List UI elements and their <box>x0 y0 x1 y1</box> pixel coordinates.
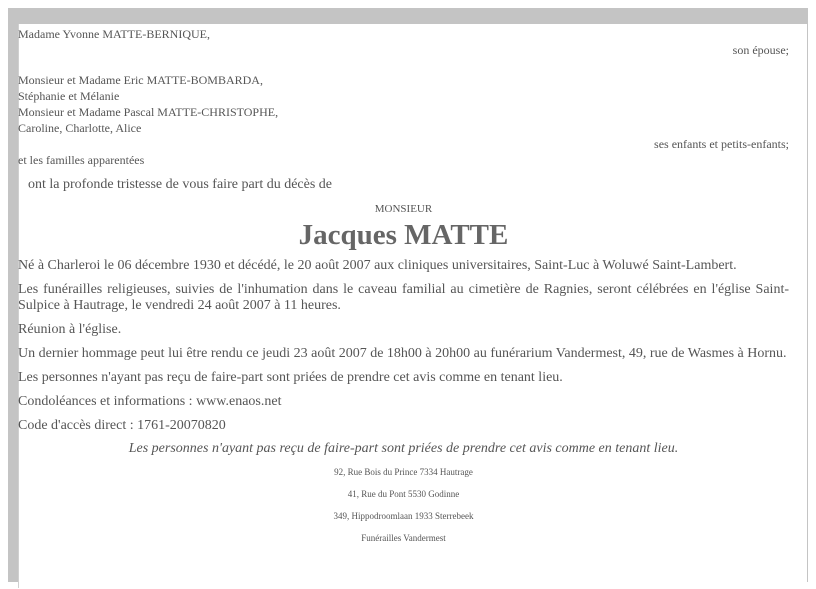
spacer <box>18 58 789 72</box>
spouse-role: son épouse; <box>732 43 789 57</box>
footer-address-3: 349, Hippodroomlaan 1933 Sterrebeek <box>333 511 474 521</box>
child1-name: Monsieur et Madame Eric MATTE-BOMBARDA, <box>18 73 263 87</box>
footer-address-1: 92, Rue Bois du Prince 7334 Hautrage <box>334 467 473 477</box>
funeral-paragraph: Les funérailles religieuses, suivies de l'inhumation dans le caveau familial au cimetière de Ragnies, seront célébrées en l'église Saint-Sulpice à Hautrage, le vendredi 24 août 2007 à 11 heures. <box>18 282 789 313</box>
notice-paragraph: Les personnes n'ayant pas reçu de faire-part sont priées de prendre cet avis comme en tenant lieu. <box>18 370 563 385</box>
child2-name: Monsieur et Madame Pascal MATTE-CHRISTOPHE, <box>18 105 279 119</box>
child1-kids: Stéphanie et Mélanie <box>18 89 120 103</box>
birth-paragraph: Né à Charleroi le 06 décembre 1930 et décédé, le 20 août 2007 aux cliniques universitaires, Saint-Luc à Woluwé Saint-Lambert. <box>18 258 737 273</box>
footer-funeral-home: Funérailles Vandermest <box>361 533 446 543</box>
families-line: et les familles apparentées <box>18 153 145 167</box>
obituary-content <box>18 26 789 544</box>
italic-notice: Les personnes n'ayant pas reçu de faire-part sont priées de prendre cet avis comme en tenant lieu. <box>128 441 679 456</box>
intro-line: ont la profonde tristesse de vous faire part du décès de <box>28 177 333 192</box>
title-monsieur: MONSIEUR <box>374 203 433 215</box>
children-role: ses enfants et petits-enfants; <box>654 137 789 151</box>
deceased-name: Jacques MATTE <box>298 219 509 251</box>
access-code-paragraph: Code d'accès direct : 1761-20070820 <box>18 418 226 433</box>
tribute-paragraph: Un dernier hommage peut lui être rendu ce jeudi 23 août 2007 de 18h00 à 20h00 au funérarium Vandermest, 49, rue de Wasmes à Hornu. <box>18 346 787 361</box>
spouse-name: Madame Yvonne MATTE-BERNIQUE, <box>18 27 210 41</box>
child2-kids: Caroline, Charlotte, Alice <box>18 121 142 135</box>
condolences-paragraph: Condoléances et informations : www.enaos.net <box>18 394 282 409</box>
footer-address-2: 41, Rue du Pont 5530 Godinne <box>347 489 460 499</box>
reunion-paragraph: Réunion à l'église. <box>18 322 122 337</box>
